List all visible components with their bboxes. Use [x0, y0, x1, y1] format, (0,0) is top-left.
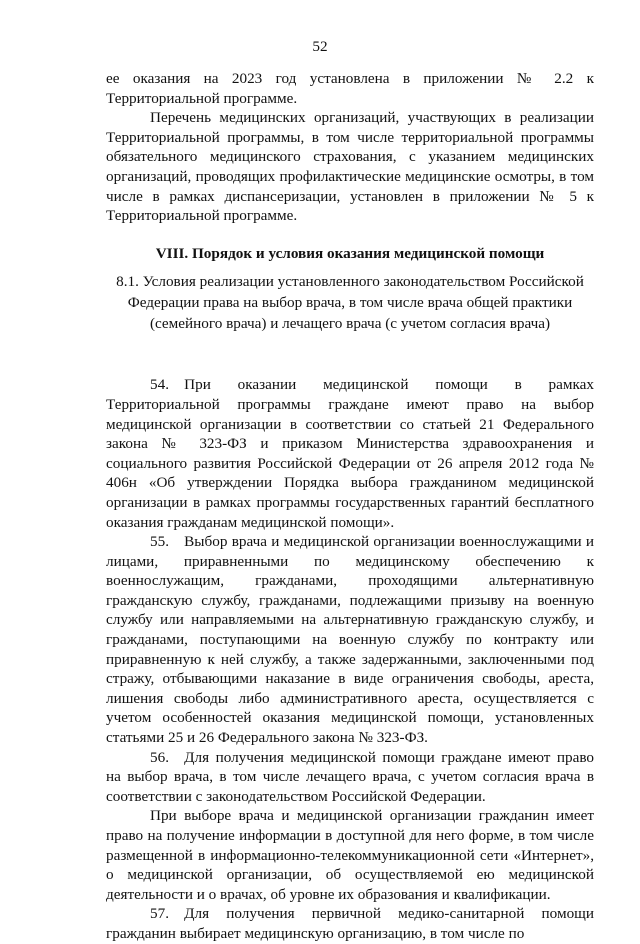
subsection-heading: 8.1. Условия реализации установленного законодательством Российской Федерации права на выбор врача, в том числе врача общей практики (семейного врача) и лечащего врача (с учетом согласия врача) [116, 273, 584, 333]
document-body [106, 69, 594, 944]
paragraph-organizations-list: Перечень медицинских организаций, участвующих в реализации Территориальной программы, в том числе территориальной программы обязательного медицинского страхования, с указанием медицинских организаций, проводящих профилактические медицинские осмотры, в том числе в рамках диспансеризации, установлен в приложении № 5 к Территориальной программе. [106, 109, 594, 225]
paragraph-56: 56. Для получения медицинской помощи граждане имеют право на выбор врача, в том числе лечащего врача, с учетом согласия врача в соответствии с законодательством Российской Федерации. [106, 748, 594, 805]
section-heading: VIII. Порядок и условия оказания медицинской помощи [155, 244, 545, 262]
page-number: 52 [312, 38, 328, 55]
paragraph-55: 55. Выбор врача и медицинской организации военнослужащими и лицами, приравненными по медицинскому обеспечению к военнослужащим, гражданами, проходящими альтернативную гражданскую службу, гражданами, подлежащими призыву на военную службу или направляемыми на альтернативную гражданскую службу, и гражданами, поступающими на военную службу по контракту или приравненную к ней службу, а также задержанными, заключенными под стражу, отбывающими наказание в виде ограничения свободы, ареста, лишения свободы либо административного ареста, осуществляется с учетом особенностей оказания медицинской помощи, установленных статьями 25 и 26 Федерального закона № 323-ФЗ. [106, 533, 594, 747]
paragraph-57: 57. Для получения первичной медико-санитарной помощи гражданин выбирает медицинскую организацию, в том числе по [106, 905, 594, 942]
paragraph-54: 54. При оказании медицинской помощи в рамках Территориальной программы граждане имеют право на выбор медицинской организации в соответствии со статьей 21 Федерального закона № 323-ФЗ и приказом Министерства здравоохранения и социального развития Российской Федерации от 26 апреля 2012 года № 406н «Об утверждении Порядка выбора гражданином медицинской организации в рамках программы государственных гарантий бесплатного оказания гражданам медицинской помощи». [106, 376, 594, 531]
paragraph-tariff-ref: ее оказания на 2023 год установлена в приложении № 2.2 к Территориальной программе. [106, 70, 594, 107]
paragraph-doctor-choice-info: При выборе врача и медицинской организации гражданин имеет право на получение информации в доступной для него форме, в том числе размещенной в информационно-телекоммуникационной сети «Интернет», о медицинской организации, об осуществляемой ею медицинской деятельности и о врачах, об уровне их образования и квалификации. [106, 807, 594, 903]
